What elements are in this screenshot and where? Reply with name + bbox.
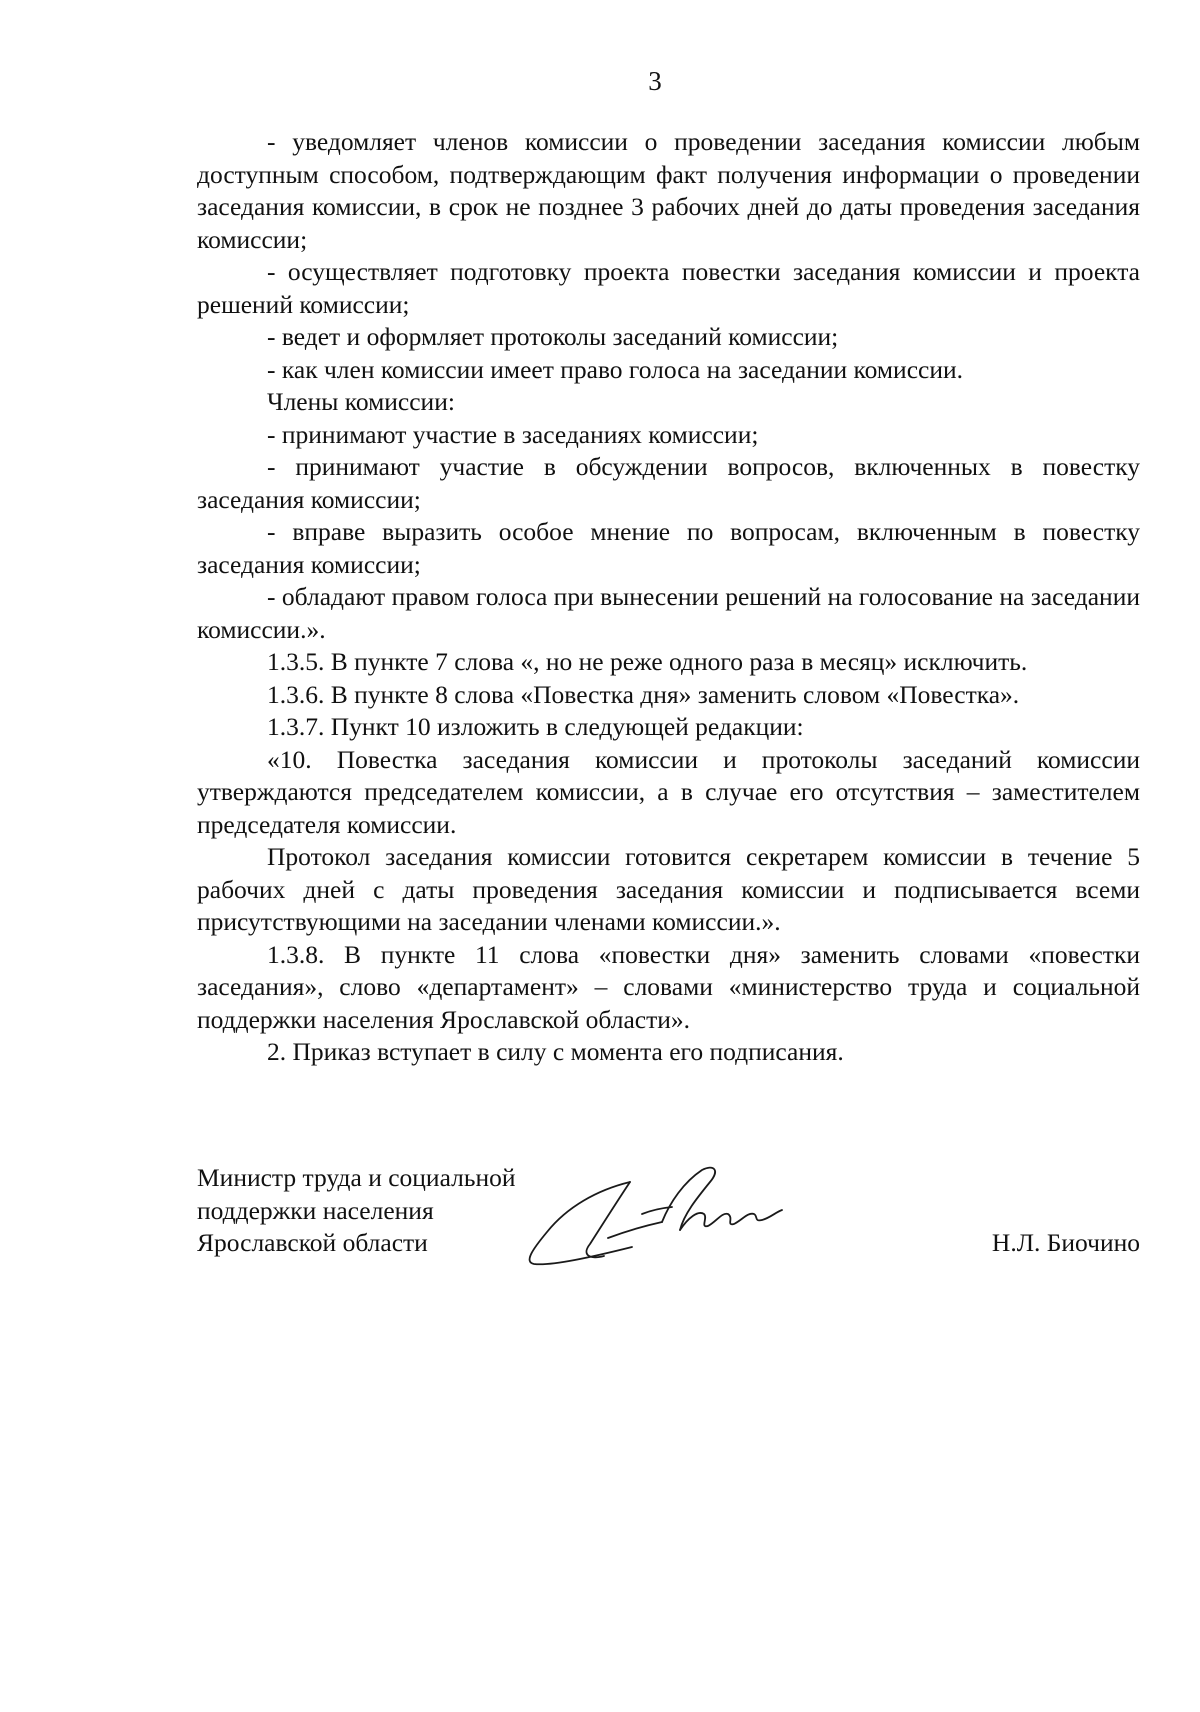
paragraph: - уведомляет членов комиссии о проведении заседания комиссии любым доступным способом, подтверждающим факт получения информации о проведении заседания комиссии, в срок не позднее 3 рабочих дней до даты проведения заседания комиссии;	[197, 127, 1140, 254]
paragraph: 1.3.8. В пункте 11 слова «повестки дня» заменить словами «повестки заседания», слово «департамент» – словами «министерство труда и социальной поддержки населения Ярославской области».	[197, 939, 1140, 1034]
paragraph: «10. Повестка заседания комиссии и протоколы заседаний комиссии утверждаются председателем комиссии, а в случае его отсутствия – заместителем председателя комиссии.	[197, 744, 1140, 839]
position-line: Ярославской области	[197, 1228, 428, 1257]
paragraph: 1.3.6. В пункте 8 слова «Повестка дня» заменить словом «Повестка».	[267, 679, 1020, 709]
paragraph: - обладают правом голоса при вынесении решений на голосование на заседании комиссии.».	[197, 582, 1140, 644]
paragraph: 1.3.5. В пункте 7 слова «, но не реже одного раза в месяц» исключить.	[267, 647, 1028, 676]
position-line: поддержки населения	[197, 1195, 434, 1225]
signatory-name: Н.Л. Биочино	[991, 1228, 1140, 1257]
paragraph: - ведет и оформляет протоколы заседаний комиссии;	[267, 322, 839, 351]
handwritten-signature	[512, 1152, 792, 1272]
paragraph: - принимают участие в обсуждении вопросов, включенных в повестку заседания комиссии;	[197, 452, 1140, 514]
signature-block	[197, 1162, 1140, 1302]
paragraph: 1.3.7. Пункт 10 изложить в следующей редакции:	[267, 712, 804, 741]
position-line: Министр труда и социальной	[197, 1163, 516, 1192]
signatory-position	[197, 1162, 516, 1260]
paragraph: - как член комиссии имеет право голоса на заседании комиссии.	[267, 354, 963, 384]
document-body	[197, 126, 1140, 1069]
paragraph: - осуществляет подготовку проекта повестки заседания комиссии и проекта решений комиссии;	[197, 257, 1140, 319]
paragraph: - принимают участие в заседаниях комиссии;	[267, 419, 759, 449]
paragraph: 2. Приказ вступает в силу с момента его подписания.	[267, 1037, 844, 1066]
page-number: 3	[648, 66, 662, 96]
paragraph: - вправе выразить особое мнение по вопросам, включенным в повестку заседания комиссии;	[197, 517, 1140, 579]
paragraph: Протокол заседания комиссии готовится секретарем комиссии в течение 5 рабочих дней с даты проведения заседания комиссии и подписывается всеми присутствующими на заседании членами комиссии.».	[197, 842, 1140, 936]
paragraph: Члены комиссии:	[267, 387, 455, 416]
